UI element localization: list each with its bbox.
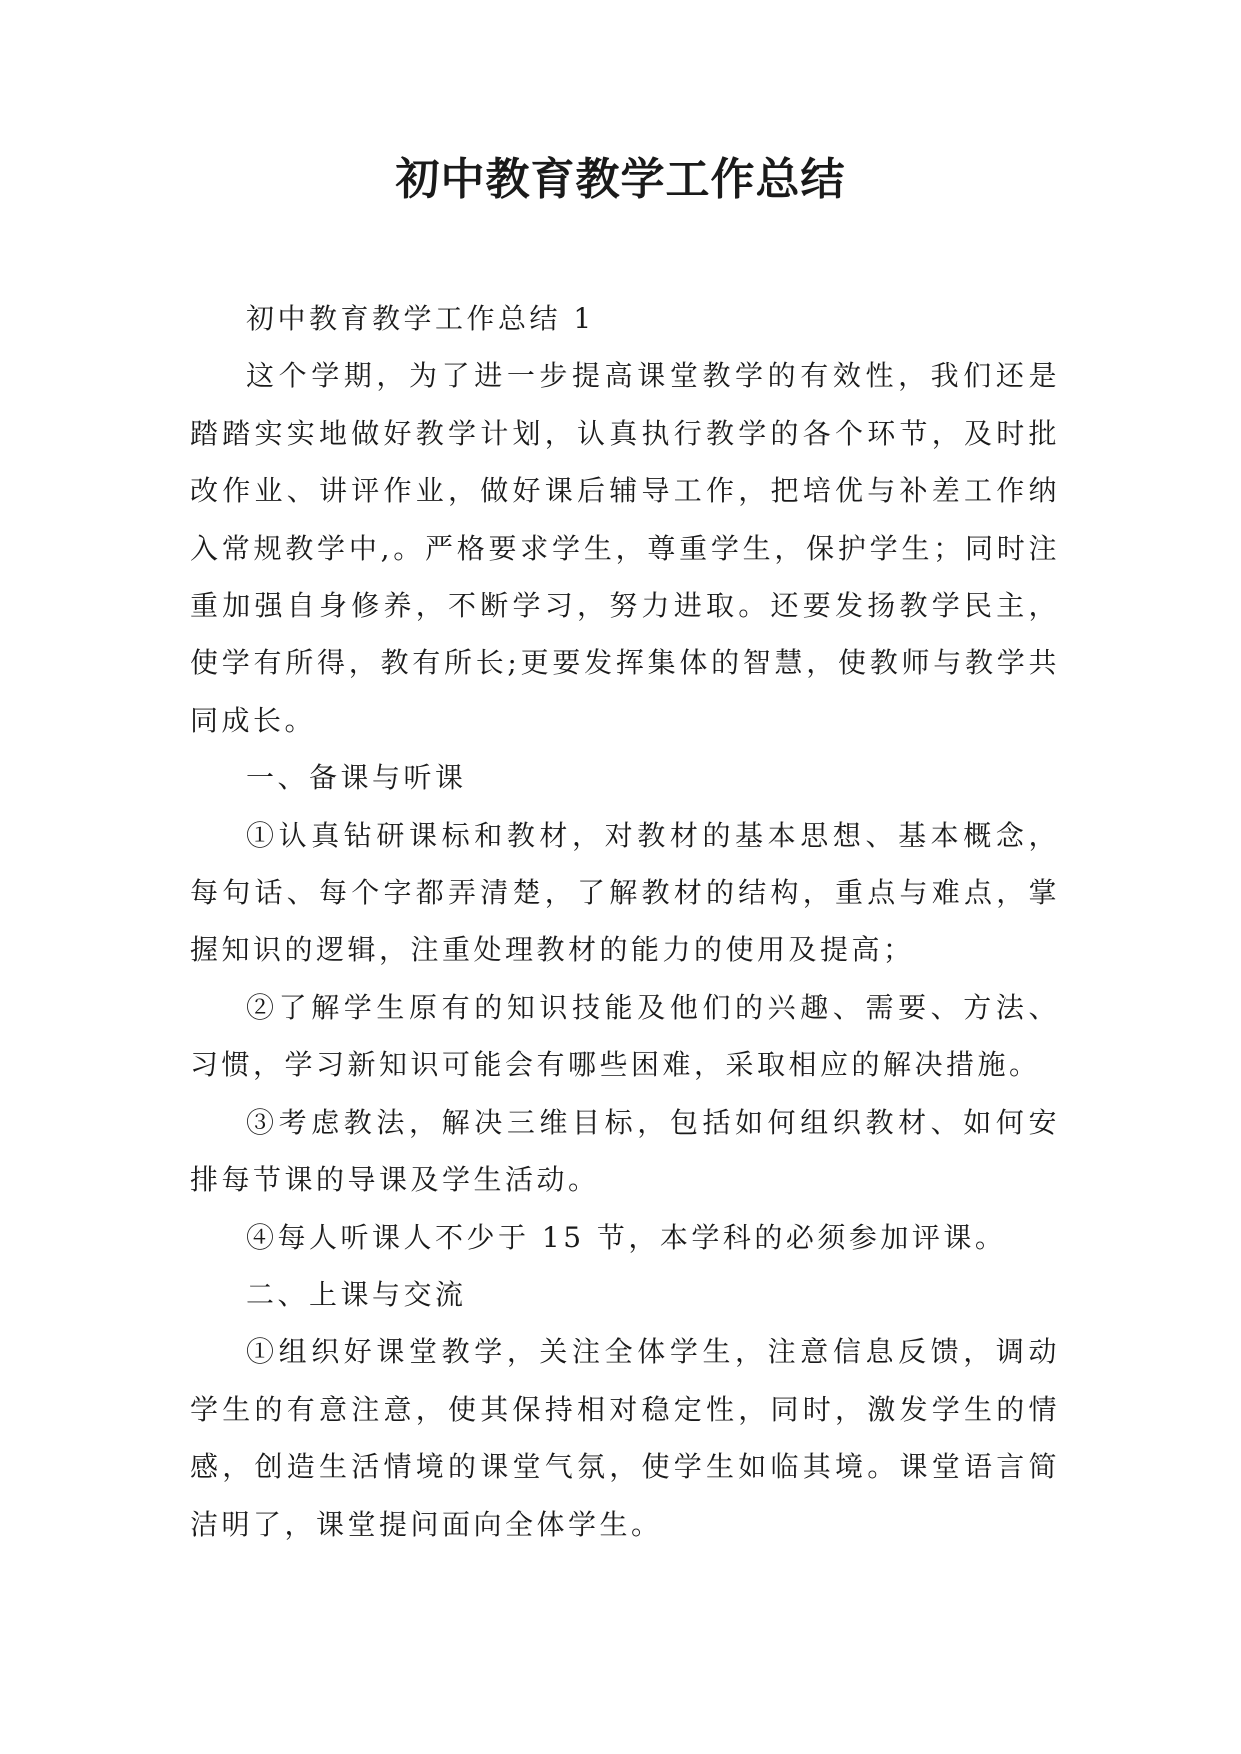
section-heading-class: 二、上课与交流 [246, 1277, 467, 1311]
prep-item-2: ②了解学生原有的知识技能及他们的兴趣、需要、方法、习惯，学习新知识可能会有哪些困难，采取相应的解决措施。 [190, 990, 1060, 1082]
class-item-1: ①组织好课堂教学，关注全体学生，注意信息反馈，调动学生的有意注意，使其保持相对稳定性，同时，激发学生的情感，创造生活情境的课堂气氛，使学生如临其境。课堂语言简洁明了，课堂提问面向全体学生。 [190, 1335, 1060, 1541]
prep-item-1: ①认真钻研课标和教材，对教材的基本思想、基本概念，每句话、每个字都弄清楚，了解教材的结构，重点与难点，掌握知识的逻辑，注重处理教材的能力的使用及提高； [190, 818, 1060, 967]
intro-paragraph: 这个学期，为了进一步提高课堂教学的有效性，我们还是踏踏实实地做好教学计划，认真执行教学的各个环节，及时批改作业、讲评作业，做好课后辅导工作，把培优与补差工作纳入常规教学中,。严格要求学生，尊重学生，保护学生；同时注重加强自身修养，不断学习，努力进取。还要发扬教学民主，使学有所得，教有所长;更要发挥集体的智慧，使教师与教学共同成长。 [190, 359, 1060, 737]
document-body [190, 290, 1060, 1553]
prep-item-3: ③考虑教法，解决三维目标，包括如何组织教材、如何安排每节课的导课及学生活动。 [190, 1105, 1060, 1197]
document-title: 初中教育教学工作总结 [395, 154, 846, 205]
section-heading-prep: 一、备课与听课 [246, 761, 467, 795]
prep-item-4: ④每人听课人不少于 15 节，本学科的必须参加评课。 [246, 1220, 1007, 1254]
section-heading-summary-1: 初中教育教学工作总结 1 [246, 302, 595, 335]
